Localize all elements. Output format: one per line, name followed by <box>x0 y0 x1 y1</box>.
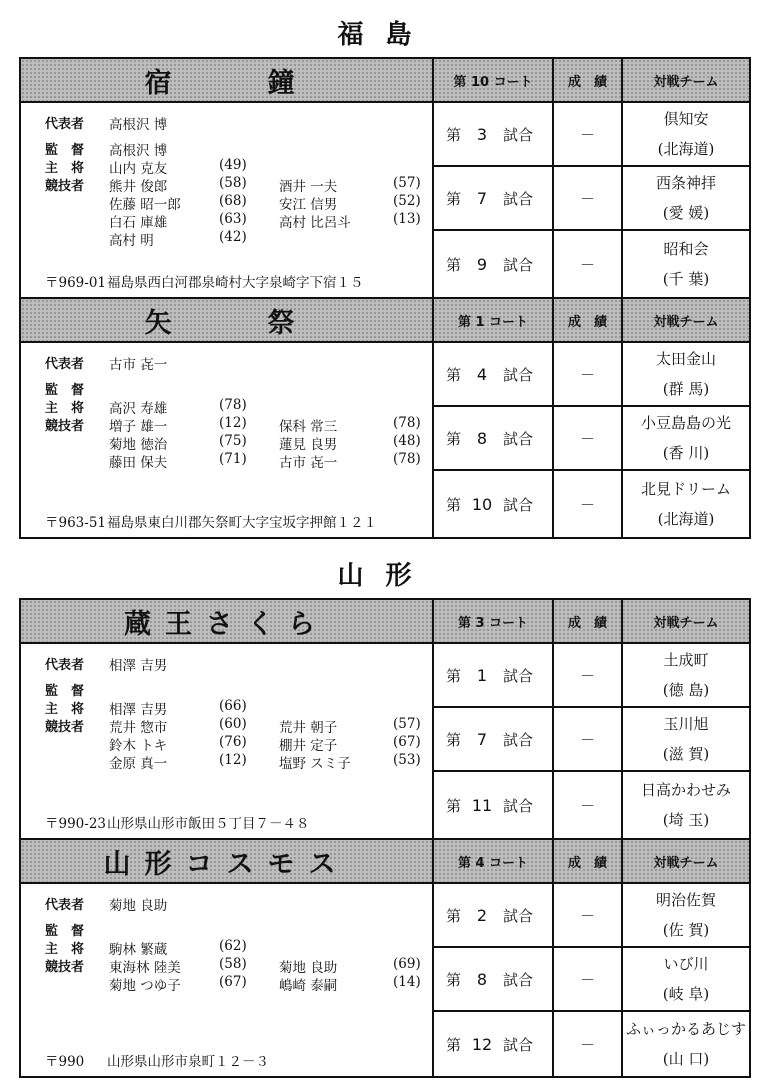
team-name-banner <box>21 840 432 884</box>
match-result: － <box>552 948 621 1010</box>
match-row <box>434 167 749 231</box>
team-panel <box>21 59 434 297</box>
opponent-team <box>621 167 749 229</box>
member-age: (48) <box>393 433 421 449</box>
team-name-banner <box>21 59 432 103</box>
member-row <box>21 938 434 958</box>
result-header: 成 績 <box>552 299 621 341</box>
match-number <box>434 772 552 838</box>
opponent-prefecture: (群 馬) <box>662 380 710 398</box>
member-row <box>21 433 434 453</box>
match-result: － <box>552 343 621 405</box>
match-number <box>434 167 552 229</box>
opponent-prefecture: (山 口) <box>662 1050 710 1068</box>
member-row <box>21 956 434 976</box>
match-schedule <box>434 600 749 838</box>
opponent-team <box>621 1012 749 1076</box>
opponent-name: 日高かわせみ <box>640 781 731 799</box>
member-name: 酒井 一夫 <box>279 179 338 195</box>
match-num: 1 <box>476 665 488 685</box>
member-name: 蓮見 良男 <box>279 437 338 453</box>
member-name: 高沢 寿雄 <box>109 401 168 417</box>
match-result: － <box>552 1012 621 1076</box>
match-row <box>434 471 749 537</box>
team-address <box>45 812 310 832</box>
match-schedule <box>434 59 749 297</box>
match-number <box>434 231 552 297</box>
match-suffix: 試合 <box>503 666 534 685</box>
match-result: － <box>552 103 621 165</box>
match-prefix: 第 <box>446 429 462 448</box>
member-name: 高根沢 博 <box>109 117 168 133</box>
match-row <box>434 708 749 772</box>
match-number <box>434 103 552 165</box>
match-result: － <box>552 884 621 946</box>
opponent-name: ふぃっかるあじす <box>625 1020 746 1038</box>
match-num: 11 <box>471 795 493 815</box>
member-age: (78) <box>219 397 247 413</box>
team-panel <box>21 299 434 537</box>
team-block <box>19 297 751 539</box>
member-age: (52) <box>393 193 421 209</box>
opponent-team <box>621 103 749 165</box>
member-name: 鈴木 トキ <box>109 738 168 754</box>
member-role: 監 督 <box>45 684 85 699</box>
match-number <box>434 407 552 469</box>
match-row <box>434 644 749 708</box>
opponent-name: 小豆島島の光 <box>640 414 731 432</box>
member-name: 菊地 つゆ子 <box>109 978 181 994</box>
opponent-name: 西条神拝 <box>655 174 716 192</box>
member-age: (57) <box>393 175 421 191</box>
member-name: 金原 真一 <box>109 756 168 772</box>
member-row <box>21 229 434 249</box>
member-name: 塩野 スミ子 <box>279 756 351 772</box>
member-row <box>21 175 434 195</box>
member-name: 保科 常三 <box>279 419 338 435</box>
team-block <box>19 57 751 299</box>
match-prefix: 第 <box>446 189 462 208</box>
match-result: － <box>552 231 621 297</box>
match-number <box>434 884 552 946</box>
member-age: (58) <box>219 175 247 191</box>
schedule-header <box>434 840 749 884</box>
match-row <box>434 1012 749 1076</box>
opponent-prefecture: (岐 阜) <box>662 985 710 1003</box>
member-age: (78) <box>393 415 421 431</box>
opponent-name: 昭和会 <box>663 240 709 258</box>
member-row <box>21 894 434 914</box>
match-suffix: 試合 <box>503 970 534 989</box>
member-name: 高村 明 <box>109 233 154 249</box>
match-num: 12 <box>471 1034 493 1054</box>
member-age: (57) <box>393 716 421 732</box>
match-prefix: 第 <box>446 365 462 384</box>
match-result: － <box>552 708 621 770</box>
member-row <box>21 415 434 435</box>
match-schedule <box>434 299 749 537</box>
team-name-banner <box>21 299 432 343</box>
member-age: (67) <box>219 974 247 990</box>
match-suffix: 試合 <box>503 1035 534 1054</box>
member-row <box>21 397 434 417</box>
schedule-header <box>434 299 749 343</box>
match-num: 2 <box>476 905 488 925</box>
member-role: 代表者 <box>45 117 85 132</box>
member-name: 相澤 吉男 <box>109 658 168 674</box>
match-prefix: 第 <box>446 730 462 749</box>
match-prefix: 第 <box>446 666 462 685</box>
member-name: 白石 庫雄 <box>109 215 168 231</box>
match-prefix: 第 <box>446 495 462 514</box>
member-age: (69) <box>393 956 421 972</box>
match-number <box>434 471 552 537</box>
match-result: － <box>552 471 621 537</box>
match-suffix: 試合 <box>503 796 534 815</box>
member-age: (63) <box>219 211 247 227</box>
member-age: (76) <box>219 734 247 750</box>
member-row <box>21 193 434 213</box>
opponent-team <box>621 644 749 706</box>
team-name: 山形コスモス <box>103 848 350 880</box>
member-role: 監 督 <box>45 924 85 939</box>
court-number: 第 3 コート <box>457 615 529 631</box>
team-name-banner <box>21 600 432 644</box>
member-age: (60) <box>219 716 247 732</box>
opponent-prefecture: (愛 媛) <box>662 204 710 222</box>
match-suffix: 試合 <box>503 189 534 208</box>
opponent-name: いび川 <box>663 955 709 973</box>
address-text: 山形県山形市飯田５丁目７－４８ <box>107 816 310 832</box>
opponent-team <box>621 772 749 838</box>
match-schedule <box>434 840 749 1076</box>
member-age: (71) <box>219 451 247 467</box>
court-number: 第 10 コート <box>453 74 533 90</box>
court-number: 第 1 コート <box>457 314 529 330</box>
match-result: － <box>552 644 621 706</box>
schedule-header <box>434 59 749 103</box>
opponent-team <box>621 343 749 405</box>
member-role: 競技者 <box>45 179 85 194</box>
address-text: 福島県東白川郡矢祭町大字宝坂字押館１２１ <box>107 515 377 531</box>
match-num: 4 <box>476 364 488 384</box>
member-name: 嶋崎 泰嗣 <box>279 978 338 994</box>
member-name: 古市 㐂一 <box>279 455 338 471</box>
member-age: (66) <box>219 698 247 714</box>
match-prefix: 第 <box>446 796 462 815</box>
match-suffix: 試合 <box>503 429 534 448</box>
opponent-team <box>621 471 749 537</box>
schedule-header <box>434 600 749 644</box>
prefecture-title: 山形 <box>337 561 434 591</box>
match-prefix: 第 <box>446 970 462 989</box>
opponent-header: 対戦チーム <box>621 59 749 101</box>
member-row <box>21 698 434 718</box>
member-list <box>21 644 432 838</box>
member-row <box>21 716 434 736</box>
address-text: 山形県山形市泉町１２－３ <box>107 1054 269 1070</box>
postal-code: 〒990-23 <box>45 816 107 832</box>
opponent-name: 土成町 <box>663 651 709 669</box>
match-num: 7 <box>476 729 488 749</box>
team-panel <box>21 840 434 1076</box>
member-list <box>21 103 432 297</box>
team-name: 蔵王さくら <box>124 608 329 640</box>
member-name: 熊井 俊郎 <box>109 179 168 195</box>
result-header: 成 績 <box>552 600 621 642</box>
member-age: (14) <box>393 974 421 990</box>
match-row <box>434 948 749 1012</box>
match-number <box>434 948 552 1010</box>
member-list <box>21 343 432 537</box>
match-result: － <box>552 167 621 229</box>
match-row <box>434 884 749 948</box>
match-number <box>434 1012 552 1076</box>
opponent-name: 北見ドリーム <box>640 480 731 498</box>
member-role: 監 督 <box>45 143 85 158</box>
match-row <box>434 343 749 407</box>
opponent-prefecture: (北海道) <box>657 140 715 158</box>
member-role: 競技者 <box>45 960 85 975</box>
member-age: (78) <box>393 451 421 467</box>
opponent-header: 対戦チーム <box>621 299 749 341</box>
match-num: 7 <box>476 188 488 208</box>
court-number: 第 4 コート <box>457 855 529 871</box>
match-prefix: 第 <box>446 1035 462 1054</box>
member-role: 主 将 <box>45 702 85 717</box>
member-role: 主 将 <box>45 942 85 957</box>
member-role: 監 督 <box>45 383 85 398</box>
team-name: 宿 鐘 <box>144 67 309 99</box>
opponent-name: 玉川旭 <box>663 715 709 733</box>
postal-code: 〒969-01 <box>45 275 107 291</box>
member-name: 古市 㐂一 <box>109 357 168 373</box>
member-name: 佐藤 昭一郎 <box>109 197 181 213</box>
member-row <box>21 680 434 700</box>
opponent-prefecture: (千 葉) <box>662 270 710 288</box>
opponent-team <box>621 231 749 297</box>
team-name: 矢 祭 <box>144 307 309 339</box>
opponent-name: 明治佐賀 <box>655 891 716 909</box>
match-suffix: 試合 <box>503 365 534 384</box>
opponent-prefecture: (香 川) <box>662 444 710 462</box>
opponent-prefecture: (徳 島) <box>662 681 710 699</box>
member-age: (12) <box>219 415 247 431</box>
opponent-prefecture: (滋 賀) <box>662 745 710 763</box>
member-role: 代表者 <box>45 658 85 673</box>
match-num: 9 <box>476 254 488 274</box>
match-prefix: 第 <box>446 255 462 274</box>
member-name: 増子 雄一 <box>109 419 168 435</box>
match-number <box>434 644 552 706</box>
member-role: 主 将 <box>45 401 85 416</box>
opponent-team <box>621 884 749 946</box>
member-role: 主 将 <box>45 161 85 176</box>
member-row <box>21 211 434 231</box>
member-row <box>21 157 434 177</box>
match-row <box>434 231 749 297</box>
member-row <box>21 353 434 373</box>
member-row <box>21 654 434 674</box>
member-name: 安江 信男 <box>279 197 338 213</box>
match-suffix: 試合 <box>503 906 534 925</box>
match-number <box>434 708 552 770</box>
member-age: (53) <box>393 752 421 768</box>
match-row <box>434 772 749 838</box>
opponent-prefecture: (北海道) <box>657 510 715 528</box>
team-address <box>45 1050 269 1070</box>
member-role: 代表者 <box>45 357 85 372</box>
member-row <box>21 920 434 940</box>
member-name: 荒井 朝子 <box>279 720 338 736</box>
match-prefix: 第 <box>446 125 462 144</box>
result-header: 成 績 <box>552 59 621 101</box>
member-row <box>21 113 434 133</box>
match-num: 3 <box>476 124 488 144</box>
team-address <box>45 271 364 291</box>
member-age: (49) <box>219 157 247 173</box>
match-row <box>434 407 749 471</box>
member-age: (13) <box>393 211 421 227</box>
member-name: 山内 克友 <box>109 161 168 177</box>
team-block <box>19 838 751 1078</box>
opponent-name: 倶知安 <box>663 110 709 128</box>
member-name: 東海林 陸美 <box>109 960 181 976</box>
member-name: 菊地 良助 <box>279 960 338 976</box>
prefecture-title: 福島 <box>337 20 434 50</box>
opponent-team <box>621 948 749 1010</box>
member-row <box>21 451 434 471</box>
address-text: 福島県西白河郡泉崎村大字泉崎字下宿１５ <box>107 275 364 291</box>
match-result: － <box>552 407 621 469</box>
match-suffix: 試合 <box>503 125 534 144</box>
member-name: 荒井 惣市 <box>109 720 168 736</box>
member-row <box>21 752 434 772</box>
member-age: (12) <box>219 752 247 768</box>
member-name: 菊地 徳治 <box>109 437 168 453</box>
opponent-prefecture: (佐 賀) <box>662 921 710 939</box>
member-role: 競技者 <box>45 720 85 735</box>
opponent-prefecture: (埼 玉) <box>662 811 710 829</box>
member-name: 相澤 吉男 <box>109 702 168 718</box>
match-suffix: 試合 <box>503 495 534 514</box>
member-name: 高根沢 博 <box>109 143 168 159</box>
member-role: 競技者 <box>45 419 85 434</box>
match-number <box>434 343 552 405</box>
match-num: 8 <box>476 969 488 989</box>
match-num: 10 <box>471 494 493 514</box>
match-row <box>434 103 749 167</box>
member-name: 棚井 定子 <box>279 738 338 754</box>
member-name: 藤田 保夫 <box>109 455 168 471</box>
team-address <box>45 511 377 531</box>
match-suffix: 試合 <box>503 730 534 749</box>
postal-code: 〒963-51 <box>45 515 107 531</box>
team-block <box>19 598 751 840</box>
member-list <box>21 884 432 1076</box>
result-header: 成 績 <box>552 840 621 882</box>
opponent-team <box>621 407 749 469</box>
opponent-name: 太田金山 <box>655 350 716 368</box>
member-row <box>21 379 434 399</box>
member-age: (62) <box>219 938 247 954</box>
opponent-team <box>621 708 749 770</box>
member-age: (67) <box>393 734 421 750</box>
postal-code: 〒990 <box>45 1054 85 1070</box>
member-age: (58) <box>219 956 247 972</box>
member-row <box>21 734 434 754</box>
member-name: 菊地 良助 <box>109 898 168 914</box>
member-row <box>21 974 434 994</box>
member-row <box>21 139 434 159</box>
match-suffix: 試合 <box>503 255 534 274</box>
match-result: － <box>552 772 621 838</box>
team-panel <box>21 600 434 838</box>
member-age: (75) <box>219 433 247 449</box>
match-prefix: 第 <box>446 906 462 925</box>
match-num: 8 <box>476 428 488 448</box>
member-name: 駒林 繁蔵 <box>109 942 168 958</box>
opponent-header: 対戦チーム <box>621 600 749 642</box>
opponent-header: 対戦チーム <box>621 840 749 882</box>
member-age: (42) <box>219 229 247 245</box>
member-age: (68) <box>219 193 247 209</box>
member-role: 代表者 <box>45 898 85 913</box>
member-name: 高村 比呂斗 <box>279 215 351 231</box>
